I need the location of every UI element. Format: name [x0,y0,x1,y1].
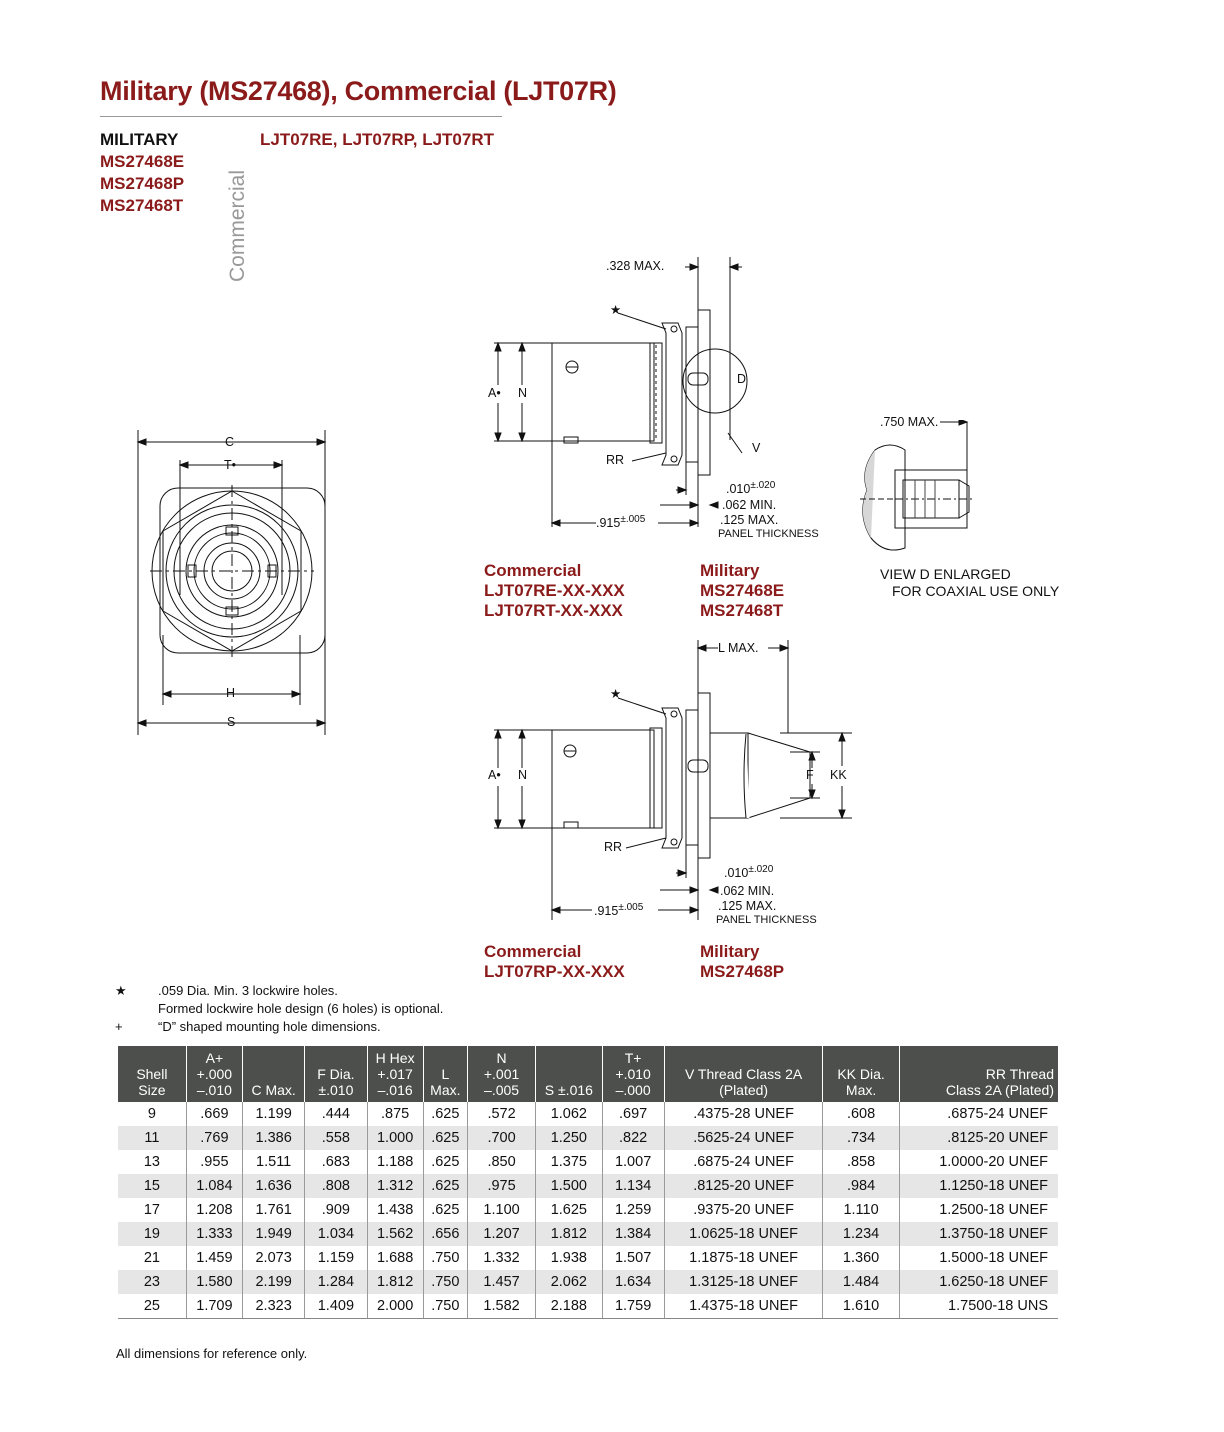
table-cell: .750 [423,1294,467,1319]
front-h-label: H [226,686,236,700]
table-cell: 1.759 [602,1294,664,1319]
table-cell: 1.284 [305,1270,367,1294]
table-cell: 1.333 [186,1222,242,1246]
table-header-cell [186,1046,242,1102]
table-cell: .734 [823,1126,899,1150]
table-cell: .850 [467,1150,535,1174]
front-t-label: T• [224,458,237,472]
table-row [118,1222,1058,1246]
table-header-line: –.000 [615,1082,651,1098]
table-cell: .625 [423,1102,467,1126]
table-cell: 1.0625-18 UNEF [664,1222,823,1246]
table-cell: .558 [305,1126,367,1150]
table-cell: 1.000 [367,1126,423,1150]
table-cell: 1.7500-18 UNS [899,1294,1058,1319]
table-cell: .625 [423,1150,467,1174]
table-cell: 1.580 [186,1270,242,1294]
table-cell: .572 [467,1102,535,1126]
commercial-vertical-label: Commercial [226,169,249,282]
table-cell: 1.500 [536,1174,602,1198]
bottom-commercial-label: Commercial [484,942,582,961]
table-cell: .4375-28 UNEF [664,1102,823,1126]
title-divider [100,116,502,117]
top-a-label: A• [488,386,501,400]
table-cell: 19 [118,1222,186,1246]
bottom-rr-label: RR [604,840,623,854]
table-cell: 1.2500-18 UNEF [939,1202,1048,1218]
table-cell: 15 [118,1174,186,1198]
top-dim-915-sup: ±.005 [620,514,646,525]
note-symbol-plus: + [115,1019,123,1034]
table-cell: 1.409 [305,1294,367,1319]
top-dim-915-value: .915 [596,516,621,531]
top-commercial-part-1: LJT07RE-XX-XXX [484,581,625,600]
table-cell: 1.949 [243,1222,305,1246]
table-cell: 1.1250-18 UNEF [899,1174,1058,1198]
table-header-line: +.017 [377,1066,413,1082]
table-cell: 2.073 [243,1246,305,1270]
table-header-row [118,1046,1058,1102]
table-cell: 1.110 [823,1198,899,1222]
table-header-line: +.001 [483,1066,520,1082]
top-tol-010-value: .010 [726,482,751,497]
top-military-label: Military [700,561,760,580]
table-cell: 1.938 [536,1246,602,1270]
table-cell: .955 [186,1150,242,1174]
note-d-shaped: “D” shaped mounting hole dimensions. [158,1019,381,1034]
table-cell: 1.3750-18 UNEF [899,1222,1058,1246]
table-cell: 1.0000-20 UNEF [939,1154,1048,1170]
table-cell: .984 [823,1174,899,1198]
table-cell: 1.188 [367,1150,423,1174]
military-part-t: MS27468T [100,196,184,215]
table-cell: .625 [423,1126,467,1150]
table-cell: 1.484 [823,1270,899,1294]
note-lockwire: .059 Dia. Min. 3 lockwire holes. [158,983,338,998]
table-header-line: RR Thread [985,1066,1054,1082]
table-cell: .656 [423,1222,467,1246]
table-cell: 2.188 [536,1294,602,1319]
table-cell: .875 [367,1102,423,1126]
top-min-062: .062 MIN. [722,498,777,512]
table-row [118,1294,1058,1319]
note-formed-lockwire: Formed lockwire hole design (6 holes) is optional. [158,1001,444,1016]
military-part-e: MS27468E [100,152,185,171]
top-rr-label: RR [606,453,625,467]
table-cell: 1.688 [367,1246,423,1270]
table-cell: 9 [118,1102,186,1126]
table-cell: .769 [186,1126,242,1150]
table-cell: 1.207 [467,1222,535,1246]
table-cell: 25 [118,1294,186,1319]
table-cell: 1.438 [367,1198,423,1222]
table-header-line: KK Dia. [837,1066,885,1082]
table-header-line: S ±.016 [544,1082,593,1098]
bottom-f-label: F [806,768,814,782]
table-cell: 1.375 [536,1150,602,1174]
commercial-vertical-wrapper [226,169,256,412]
view-d-max-750: .750 MAX. [880,415,939,429]
table-cell: 1.234 [823,1222,899,1246]
table-cell: 1.100 [467,1198,535,1222]
table-cell: .8125-20 UNEF [664,1174,823,1198]
table-cell: 21 [118,1246,186,1270]
table-header-line: Class 2A (Plated) [945,1082,1054,1098]
table-cell: 23 [118,1270,186,1294]
top-star-marker: ★ [610,303,622,317]
bottom-kk-label: KK [830,768,847,782]
top-commercial-part-2: LJT07RT-XX-XXX [484,601,623,620]
table-header-line: T+ [624,1050,642,1066]
table-header-line: A+ [205,1050,224,1066]
view-d-caption-2: FOR COAXIAL USE ONLY [892,583,1060,599]
table-cell: 17 [118,1198,186,1222]
view-d-caption-1: VIEW D ENLARGED [880,566,1011,582]
table-cell: .750 [423,1270,467,1294]
table-row [118,1270,1058,1294]
bottom-a-label: A• [488,768,501,782]
table-header-line: L [441,1066,450,1082]
table-cell: 1.625 [536,1198,602,1222]
table-cell: 1.199 [243,1102,305,1126]
footer-note: All dimensions for reference only. [116,1346,308,1361]
table-cell: .858 [823,1150,899,1174]
table-cell: 1.259 [602,1198,664,1222]
table-header-line: Max. [845,1082,877,1098]
table-cell: 1.709 [186,1294,242,1319]
table-cell: .909 [305,1198,367,1222]
table-cell: 2.062 [536,1270,602,1294]
table-header-line: Size [138,1082,166,1098]
top-dim-328: .328 MAX. [606,259,665,273]
table-cell: .5625-24 UNEF [664,1126,823,1150]
bottom-tol-010-value: .010 [724,866,749,881]
bottom-dim-915-value: .915 [594,904,619,919]
table-header-line: –.016 [377,1082,413,1098]
table-header-line: –.010 [196,1082,232,1098]
table-header-line: (Plated) [719,1082,769,1098]
table-cell: 2.199 [243,1270,305,1294]
table-header-line: C Max. [251,1082,296,1098]
note-symbol-star: ★ [115,983,127,998]
table-body [118,1102,1058,1319]
top-max-125: .125 MAX. [720,513,779,527]
table-header-cell [664,1046,823,1102]
table-header-line: N [496,1050,507,1066]
bottom-star-marker: ★ [610,687,622,701]
table-cell: .975 [467,1174,535,1198]
dimensions-table [118,1046,1058,1319]
bottom-max-125: .125 MAX. [718,899,777,913]
table-header-cell [118,1046,186,1102]
table-cell: .444 [305,1102,367,1126]
table-row [118,1126,1058,1150]
table-cell: 1.134 [602,1174,664,1198]
table-header-line: F Dia. [317,1066,355,1082]
table-cell: 1.3125-18 UNEF [664,1270,823,1294]
table-cell: .9375-20 UNEF [664,1198,823,1222]
table-header-cell [823,1046,899,1102]
table-cell: 1.084 [186,1174,242,1198]
table-cell: 13 [118,1150,186,1174]
table-cell: 2.000 [367,1294,423,1319]
table-header-line: V Thread Class 2A [684,1066,803,1082]
table-header-line: –.005 [484,1082,520,1098]
top-commercial-label: Commercial [484,561,582,580]
bottom-min-062: .062 MIN. [720,884,775,898]
table-row [118,1102,1058,1126]
bottom-dim-915-sup: ±.005 [618,902,644,913]
table-cell: .822 [602,1126,664,1150]
table-cell: 1.062 [536,1102,602,1126]
table-cell: .669 [186,1102,242,1126]
bottom-tol-010 [724,864,773,880]
table-header-line: +.000 [196,1066,233,1082]
table-cell: 1.457 [467,1270,535,1294]
table-cell: 1.459 [186,1246,242,1270]
table-cell: 1.386 [243,1126,305,1150]
top-dim-915 [596,514,645,530]
table-cell: 1.610 [823,1294,899,1319]
table-cell: 1.812 [536,1222,602,1246]
front-c-label: C [225,435,235,449]
table-cell: 1.250 [536,1126,602,1150]
bottom-lmax-label: L MAX. [718,641,759,655]
table-header-cell [243,1046,305,1102]
table-row [118,1150,1058,1174]
table-header-cell [602,1046,664,1102]
table-cell: 1.5000-18 UNEF [939,1250,1048,1266]
top-panel-thickness: PANEL THICKNESS [718,528,819,540]
bottom-dim-915 [594,902,643,918]
side-view-bottom-drawing [480,638,860,923]
table-header-cell [305,1046,367,1102]
table-cell: 1.312 [367,1174,423,1198]
table-cell: .625 [423,1198,467,1222]
table-cell: 1.511 [243,1150,305,1174]
table-header-line: +.010 [615,1066,651,1082]
table-cell: .6875-24 UNEF [947,1106,1048,1122]
table-cell: 1.562 [367,1222,423,1246]
table-cell: 11 [118,1126,186,1150]
table-header-line: ±.010 [318,1082,354,1098]
military-part-p: MS27468P [100,174,185,193]
page-title: Military (MS27468), Commercial (LJT07R) [100,76,617,106]
bottom-n-label: N [518,768,528,782]
table-cell: .608 [823,1102,899,1126]
table-cell: 1.159 [305,1246,367,1270]
table-cell: .8125-20 UNEF [899,1126,1058,1150]
table-cell: 1.208 [186,1198,242,1222]
top-tol-010 [726,480,775,496]
table-row [118,1246,1058,1270]
table-cell: .750 [423,1246,467,1270]
bottom-tol-010-sup: ±.020 [748,864,774,875]
table-cell: .6875-24 UNEF [664,1150,823,1174]
top-military-part-2: MS27468T [700,601,784,620]
table-header-line: H Hex [375,1050,415,1066]
front-s-label: S [227,715,236,729]
bottom-military-part: MS27468P [700,962,785,981]
table-header-cell [536,1046,602,1102]
table-cell: 1.761 [243,1198,305,1222]
table-header-cell [367,1046,423,1102]
top-v-label: V [752,441,761,455]
view-d-drawing [855,420,985,565]
table-header-cell [423,1046,467,1102]
bottom-military-label: Military [700,942,760,961]
table-cell: 1.384 [602,1222,664,1246]
table-cell: 1.1875-18 UNEF [664,1246,823,1270]
top-n-label: N [518,386,528,400]
table-header-cell [899,1046,1058,1102]
table-cell: 1.507 [602,1246,664,1270]
table-cell: 1.6250-18 UNEF [899,1270,1058,1294]
table-header-line: Max. [430,1082,461,1098]
top-tol-010-sup: ±.020 [750,480,776,491]
bottom-commercial-part: LJT07RP-XX-XXX [484,962,625,981]
table-cell: 1.034 [305,1222,367,1246]
table-header-line: Shell [136,1066,168,1082]
table-cell: 1.360 [823,1246,899,1270]
bottom-panel-thickness: PANEL THICKNESS [716,914,817,926]
table-row [118,1174,1058,1198]
table-cell: 1.4375-18 UNEF [664,1294,823,1319]
table-cell: 1.812 [367,1270,423,1294]
table-cell: 2.323 [243,1294,305,1319]
table-cell: .683 [305,1150,367,1174]
table-cell: .700 [467,1126,535,1150]
table-cell: 1.582 [467,1294,535,1319]
commercial-heading: LJT07RE, LJT07RP, LJT07RT [260,130,494,149]
table-cell: .697 [602,1102,664,1126]
table-cell: 1.007 [602,1150,664,1174]
top-d-label: D [737,372,747,386]
military-heading: MILITARY [100,130,179,149]
table-cell: 1.332 [467,1246,535,1270]
table-cell: .808 [305,1174,367,1198]
table-header-cell [467,1046,535,1102]
table-cell: 1.636 [243,1174,305,1198]
table-cell: 1.634 [602,1270,664,1294]
table-row [118,1198,1058,1222]
table-cell: .625 [423,1174,467,1198]
top-military-part-1: MS27468E [700,581,785,600]
